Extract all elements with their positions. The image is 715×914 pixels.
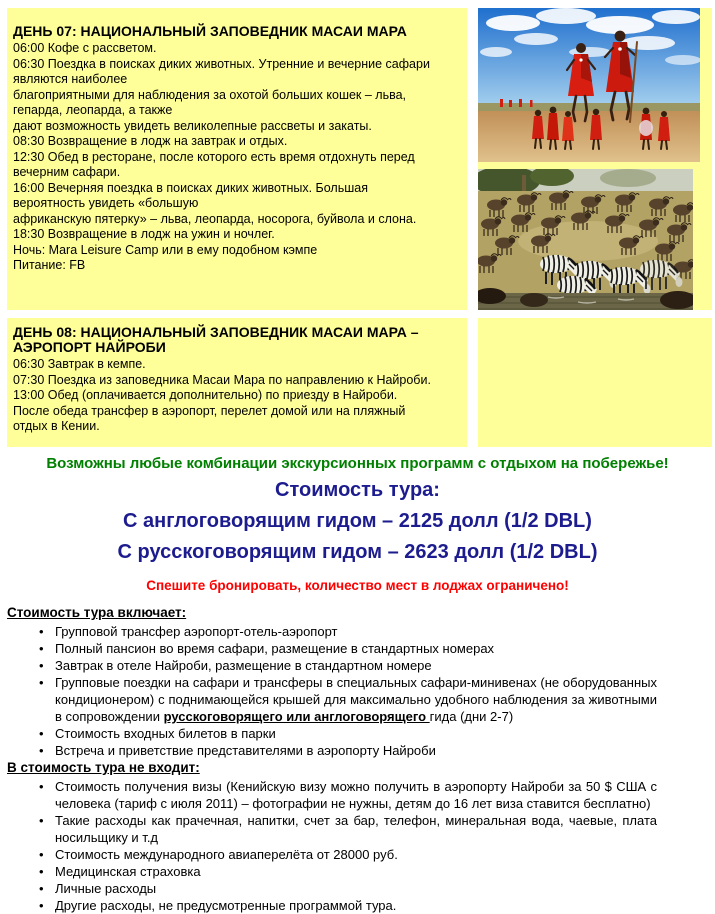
wildebeest-zebra-photo: [478, 169, 693, 310]
combinations-note: Возможны любые комбинации экскурсионных программ с отдыхом на побережье!: [46, 455, 669, 472]
tour-terms-section: [7, 605, 705, 914]
day07-line: 06:30 Поездка в поисках диких животных. Утренние и вечерние сафари: [13, 56, 430, 71]
price-english-guide: С англоговорящим гидом – 2125 долл (1/2 DBL): [123, 510, 592, 532]
day07-line: вечерним сафари.: [13, 165, 121, 179]
not-included-item: • Стоимость получения визы (Кенийскую визу можно получить в аэропорту Найроби за 50 $ США с человека (тариф с июля 2011) – фотографии не нужны, детям до 16 лет виза ставится бесплатно): [55, 778, 657, 812]
day07-line: вероятность увидеть «большую: [13, 196, 199, 210]
not-included-heading: В стоимость тура не входит:: [7, 760, 200, 775]
masai-jumping-photo: [478, 8, 700, 162]
day07-cell: [7, 8, 467, 310]
day07-line: дают возможность увидеть великолепные рассветы и закаты.: [13, 118, 372, 133]
promo-section: [0, 455, 715, 593]
day08-line: 06:30 Завтрак в кемпе.: [13, 357, 146, 371]
included-item: • Стоимость входных билетов в парки: [55, 725, 657, 742]
not-included-list: [7, 778, 657, 914]
included-item: [55, 674, 657, 725]
day07-line: Ночь: Mara Leisure Camp или в ему подобном кэмпе: [13, 242, 318, 257]
included-item: • Завтрак в отеле Найроби, размещение в стандартном номере: [55, 657, 657, 674]
itinerary-table: [0, 0, 715, 447]
not-included-item: • Другие расходы, не предусмотренные программой тура.: [55, 897, 657, 914]
not-included-item: • Личные расходы: [55, 880, 657, 897]
day08-line: отдых в Кении.: [13, 419, 100, 433]
day08-title: ДЕНЬ 08: НАЦИОНАЛЬНЫЙ ЗАПОВЕДНИК МАСАИ МАРА – АЭРОПОРТ НАЙРОБИ: [13, 324, 419, 355]
day08-cell: [7, 318, 467, 447]
day07-line: Питание: FB: [13, 258, 86, 272]
booking-urgency-note: Спешите бронировать, количество мест в лоджах ограничено!: [146, 578, 569, 593]
day07-line: 06:00 Кофе с рассветом.: [13, 41, 157, 55]
day08-line: После обеда трансфер в аэропорт, перелет домой или на пляжный: [13, 403, 406, 418]
day07-line: 18:30 Возвращение в лодж на ужин и ночлег.: [13, 227, 275, 241]
itinerary-row-day07: [7, 8, 715, 310]
day07-line: гепарда, леопарда, а также: [13, 103, 173, 117]
day07-line: 16:00 Вечерняя поездка в поисках диких животных. Большая: [13, 180, 368, 195]
guide-language-emphasis: русскоговорящего или англоговорящего: [163, 709, 430, 724]
not-included-item: • Стоимость международного авиаперелёта от 28000 руб.: [55, 846, 657, 863]
included-item: • Встреча и приветствие представителями в аэропорту Найроби: [55, 742, 657, 759]
day07-line: 12:30 Обед в ресторане, после которого есть время отдохнуть перед: [13, 149, 415, 164]
included-heading: Стоимость тура включает:: [7, 605, 187, 620]
empty-highlight-cell: [478, 318, 712, 447]
included-item-text: гида (дни 2-7): [429, 709, 514, 724]
day08-line: 07:30 Поездка из заповедника Масаи Мара по направлению к Найроби.: [13, 372, 431, 387]
price-russian-guide: С русскоговорящим гидом – 2623 долл (1/2 DBL): [117, 541, 598, 563]
itinerary-row-day08: [7, 318, 715, 447]
day07-title: ДЕНЬ 07: НАЦИОНАЛЬНЫЙ ЗАПОВЕДНИК МАСАИ МАРА: [13, 23, 407, 39]
included-item-text: Групповые поездки на сафари и трансферы в специальных сафари-минивенах (не оборудованных кондиционером) с поднимающейся крышей для максимально удобного наблюдения за животными в сопровождении: [55, 675, 657, 724]
day07-line: 08:30 Возвращение в лодж на завтрак и отдых.: [13, 134, 288, 148]
included-list: [7, 623, 657, 759]
included-item: • Полный пансион во время сафари, размещение в стандартных номерах: [55, 640, 657, 657]
day07-line: благоприятными для наблюдения за охотой больших кошек – льва,: [13, 87, 407, 102]
day07-line: африканскую пятерку» – льва, леопарда, носорога, буйвола и слона.: [13, 211, 417, 226]
price-title: Стоимость тура:: [275, 479, 440, 501]
photos-cell: [478, 8, 712, 310]
not-included-item: • Такие расходы как прачечная, напитки, счет за бар, телефон, минеральная вода, чаевые, плата носильщику и т.д: [55, 812, 657, 846]
day07-line: являются наиболее: [13, 72, 128, 86]
included-item: • Групповой трансфер аэропорт-отель-аэропорт: [55, 623, 657, 640]
day08-line: 13:00 Обед (оплачивается дополнительно) по приезду в Найроби.: [13, 388, 398, 402]
not-included-item: • Медицинская страховка: [55, 863, 657, 880]
